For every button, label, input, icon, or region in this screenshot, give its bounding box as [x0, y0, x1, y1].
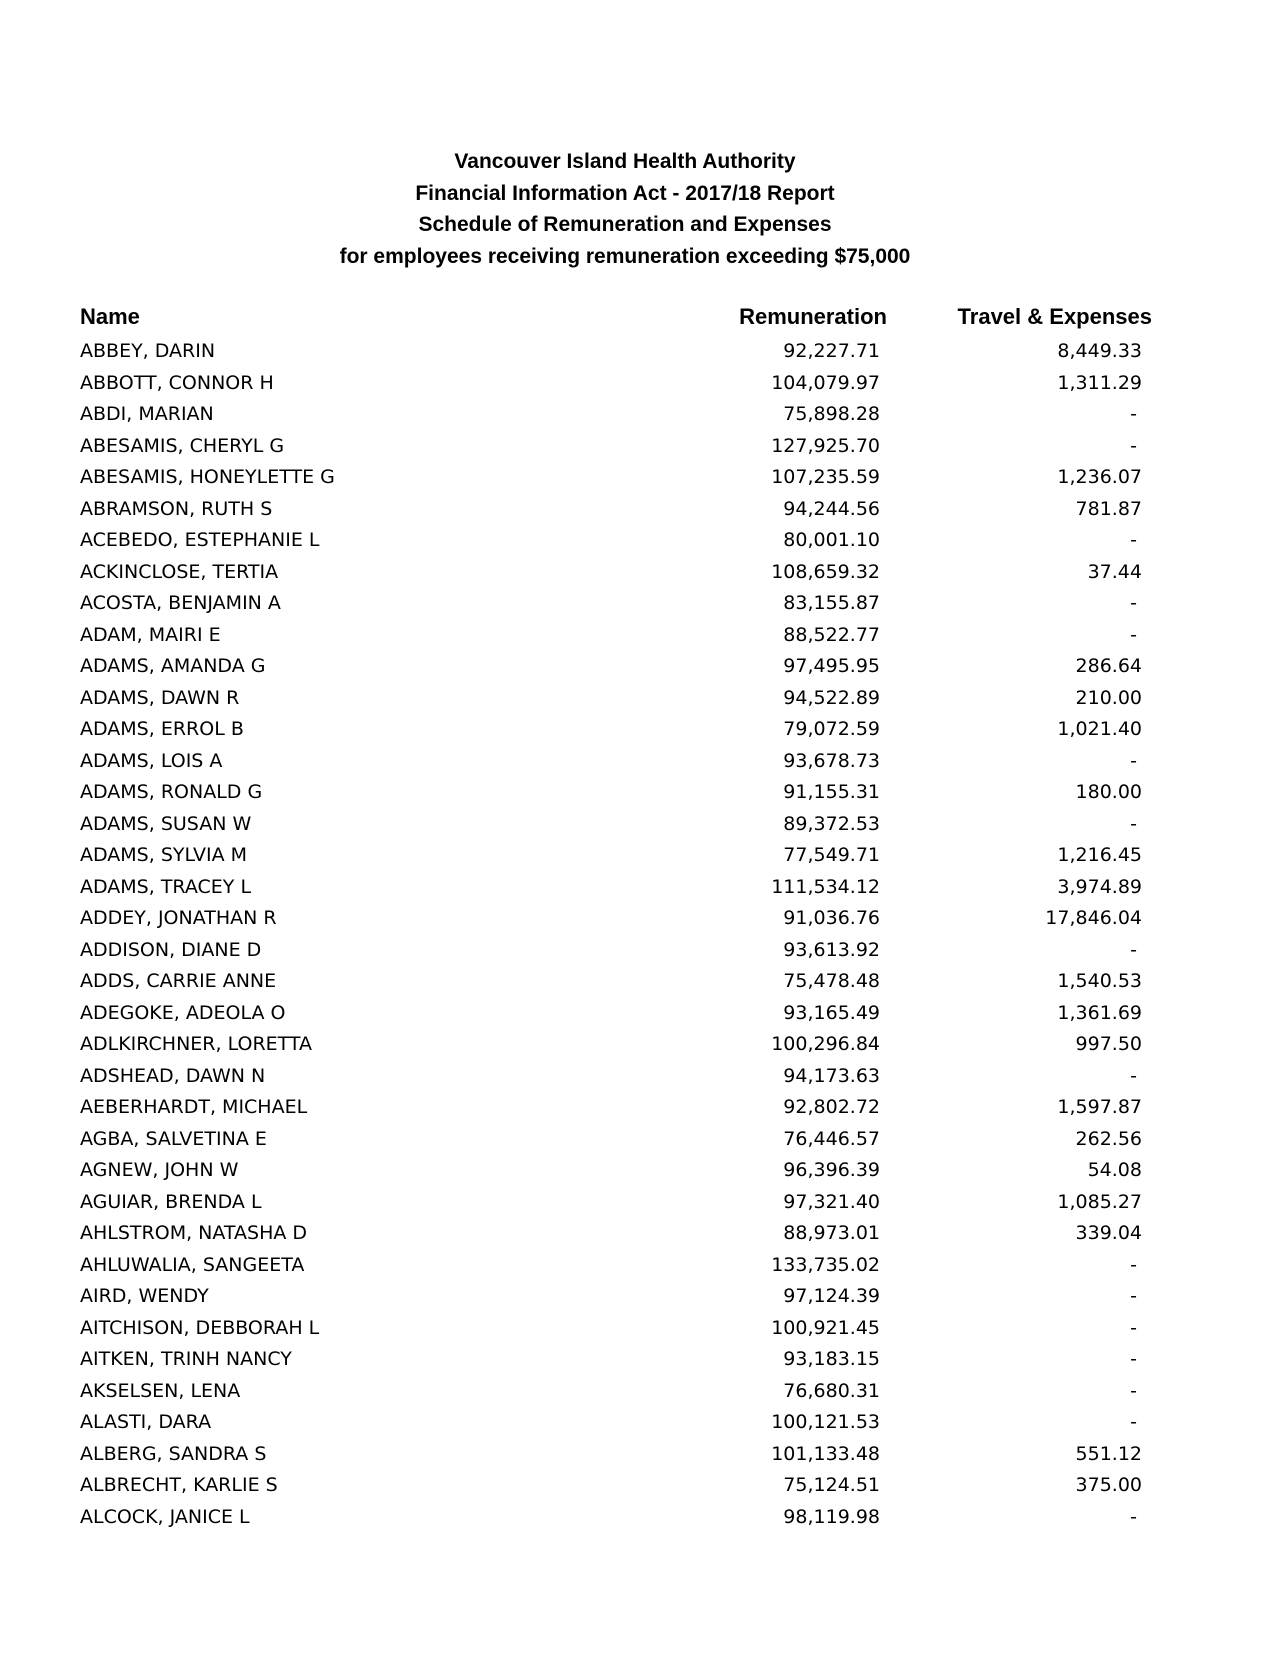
table-row: [0, 1029, 1280, 1061]
employee-name: ALBRECHT, KARLIE S: [80, 1474, 278, 1496]
report-act-title: Financial Information Act - 2017/18 Report: [415, 181, 835, 205]
table-row: [0, 588, 1280, 620]
report-criteria-subtitle: for employees receiving remuneration exceeding $75,000: [339, 244, 911, 268]
employee-name: ADLKIRCHNER, LORETTA: [80, 1033, 313, 1055]
travel-expenses-value: -: [1130, 623, 1137, 646]
travel-expenses-value: 1,216.45: [1057, 844, 1142, 866]
travel-expenses-value: 551.12: [1075, 1442, 1142, 1465]
remuneration-value: 96,396.39: [783, 1159, 880, 1181]
employee-name: ABRAMSON, RUTH S: [80, 497, 273, 520]
table-row: [0, 1407, 1280, 1439]
travel-expenses-value: 1,311.29: [1057, 371, 1142, 394]
employee-name: ADAMS, AMANDA G: [80, 655, 266, 677]
employee-name: ACOSTA, BENJAMIN A: [80, 592, 281, 614]
remuneration-value: 92,802.72: [783, 1096, 880, 1118]
employee-name: ADEGOKE, ADEOLA O: [80, 1001, 286, 1024]
employee-name: AITKEN, TRINH NANCY: [80, 1348, 292, 1370]
employee-table-body: [0, 336, 1280, 1533]
table-row: [0, 336, 1280, 368]
employee-name: ADAMS, TRACEY L: [80, 875, 252, 898]
table-row: [0, 1187, 1280, 1219]
table-row: [0, 494, 1280, 526]
travel-expenses-value: -: [1130, 1505, 1137, 1528]
remuneration-value: 127,925.70: [771, 434, 880, 457]
travel-expenses-value: -: [1130, 1379, 1137, 1402]
table-row: [0, 966, 1280, 998]
table-row: [0, 1470, 1280, 1502]
travel-expenses-value: 1,021.40: [1057, 718, 1142, 740]
remuneration-value: 75,478.48: [783, 970, 880, 992]
remuneration-value: 107,235.59: [771, 466, 880, 488]
travel-expenses-value: 17,846.04: [1045, 907, 1142, 929]
table-row: [0, 903, 1280, 935]
remuneration-value: 98,119.98: [783, 1505, 880, 1528]
travel-expenses-value: -: [1130, 403, 1137, 425]
employee-name: ABDI, MARIAN: [80, 403, 214, 425]
table-row: [0, 1502, 1280, 1534]
travel-expenses-value: 1,236.07: [1057, 466, 1142, 488]
remuneration-value: 97,495.95: [783, 655, 880, 677]
travel-expenses-value: -: [1130, 1253, 1137, 1276]
employee-name: AKSELSEN, LENA: [80, 1379, 241, 1402]
travel-expenses-value: -: [1130, 1064, 1137, 1087]
remuneration-value: 101,133.48: [771, 1442, 880, 1465]
travel-expenses-value: 286.64: [1075, 655, 1142, 677]
remuneration-value: 88,973.01: [783, 1222, 880, 1244]
travel-expenses-value: -: [1130, 1316, 1137, 1339]
travel-expenses-value: -: [1130, 529, 1137, 551]
travel-expenses-value: -: [1130, 749, 1137, 772]
table-row: [0, 525, 1280, 557]
table-row: [0, 1313, 1280, 1345]
remuneration-value: 100,121.53: [771, 1411, 880, 1433]
remuneration-value: 76,680.31: [783, 1379, 880, 1402]
employee-name: ABESAMIS, CHERYL G: [80, 434, 285, 457]
remuneration-value: 100,921.45: [771, 1316, 880, 1339]
remuneration-value: 75,124.51: [783, 1474, 880, 1496]
column-header-remuneration: Remuneration: [739, 304, 887, 329]
travel-expenses-value: -: [1130, 592, 1137, 614]
table-row: [0, 809, 1280, 841]
table-row: [0, 1061, 1280, 1093]
employee-name: ADAMS, ERROL B: [80, 718, 244, 740]
travel-expenses-value: 8,449.33: [1057, 340, 1142, 362]
table-row: [0, 998, 1280, 1030]
column-header-name: Name: [80, 304, 140, 329]
column-header-travel-expenses: Travel & Expenses: [957, 304, 1152, 329]
employee-name: ADAMS, DAWN R: [80, 686, 240, 709]
travel-expenses-value: -: [1130, 812, 1137, 835]
travel-expenses-value: 1,597.87: [1057, 1096, 1142, 1118]
remuneration-value: 80,001.10: [783, 529, 880, 551]
remuneration-value: 92,227.71: [783, 340, 880, 362]
table-row: [0, 1439, 1280, 1471]
table-row: [0, 1218, 1280, 1250]
table-row: [0, 1155, 1280, 1187]
remuneration-value: 104,079.97: [771, 371, 880, 394]
employee-name: AEBERHARDT, MICHAEL: [80, 1096, 308, 1118]
report-org-title: Vancouver Island Health Authority: [454, 150, 796, 173]
employee-name: AHLSTROM, NATASHA D: [80, 1222, 308, 1244]
remuneration-value: 108,659.32: [771, 560, 880, 583]
employee-name: ACEBEDO, ESTEPHANIE L: [80, 529, 320, 551]
employee-name: ACKINCLOSE, TERTIA: [80, 560, 279, 583]
remuneration-value: 97,321.40: [783, 1190, 880, 1213]
table-row: [0, 777, 1280, 809]
table-row: [0, 620, 1280, 652]
employee-name: ADDS, CARRIE ANNE: [80, 970, 277, 992]
remuneration-value: 133,735.02: [771, 1253, 880, 1276]
employee-name: ADSHEAD, DAWN N: [80, 1064, 266, 1087]
travel-expenses-value: 180.00: [1075, 781, 1142, 803]
remuneration-value: 79,072.59: [783, 718, 880, 740]
travel-expenses-value: -: [1130, 1285, 1137, 1307]
employee-name: AHLUWALIA, SANGEETA: [80, 1253, 305, 1276]
travel-expenses-value: -: [1130, 938, 1137, 961]
employee-name: ABESAMIS, HONEYLETTE G: [80, 466, 335, 488]
employee-name: ADDISON, DIANE D: [80, 938, 262, 961]
travel-expenses-value: 262.56: [1075, 1127, 1142, 1150]
table-row: [0, 431, 1280, 463]
travel-expenses-value: 37.44: [1087, 560, 1142, 583]
employee-name: ALASTI, DARA: [80, 1411, 212, 1433]
employee-name: ABBEY, DARIN: [80, 340, 216, 362]
table-row: [0, 1344, 1280, 1376]
employee-name: AITCHISON, DEBBORAH L: [80, 1316, 320, 1339]
travel-expenses-value: -: [1130, 1348, 1137, 1370]
remuneration-value: 111,534.12: [771, 875, 880, 898]
table-row: [0, 1092, 1280, 1124]
table-row: [0, 462, 1280, 494]
remuneration-value: 93,678.73: [783, 749, 880, 772]
travel-expenses-value: -: [1130, 434, 1137, 457]
travel-expenses-value: 781.87: [1075, 497, 1142, 520]
table-row: [0, 746, 1280, 778]
table-row: [0, 714, 1280, 746]
travel-expenses-value: 3,974.89: [1057, 875, 1142, 898]
table-row: [0, 368, 1280, 400]
report-header: [0, 146, 1250, 272]
table-row: [0, 1124, 1280, 1156]
table-row: [0, 1376, 1280, 1408]
table-row: [0, 872, 1280, 904]
travel-expenses-value: -: [1130, 1411, 1137, 1433]
remuneration-value: 100,296.84: [771, 1033, 880, 1055]
employee-name: AIRD, WENDY: [80, 1285, 209, 1307]
employee-name: AGUIAR, BRENDA L: [80, 1190, 262, 1213]
table-row: [0, 840, 1280, 872]
travel-expenses-value: 1,085.27: [1057, 1190, 1142, 1213]
table-row: [0, 935, 1280, 967]
employee-name: ADAMS, LOIS A: [80, 749, 223, 772]
remuneration-value: 93,183.15: [783, 1348, 880, 1370]
employee-name: ADDEY, JONATHAN R: [80, 907, 277, 929]
remuneration-value: 94,244.56: [783, 497, 880, 520]
table-row: [0, 557, 1280, 589]
remuneration-value: 97,124.39: [783, 1285, 880, 1307]
employee-name: AGBA, SALVETINA E: [80, 1127, 267, 1150]
table-row: [0, 1250, 1280, 1282]
remuneration-value: 91,036.76: [783, 907, 880, 929]
table-row: [0, 399, 1280, 431]
employee-name: ALBERG, SANDRA S: [80, 1442, 267, 1465]
travel-expenses-value: 997.50: [1075, 1033, 1142, 1055]
remuneration-value: 94,522.89: [783, 686, 880, 709]
remuneration-value: 76,446.57: [783, 1127, 880, 1150]
travel-expenses-value: 210.00: [1075, 686, 1142, 709]
remuneration-value: 83,155.87: [783, 592, 880, 614]
remuneration-value: 93,165.49: [783, 1001, 880, 1024]
employee-name: ABBOTT, CONNOR H: [80, 371, 274, 394]
remuneration-value: 88,522.77: [783, 623, 880, 646]
employee-name: ADAMS, SUSAN W: [80, 812, 252, 835]
table-row: [0, 1281, 1280, 1313]
employee-name: ADAMS, RONALD G: [80, 781, 263, 803]
remuneration-value: 94,173.63: [783, 1064, 880, 1087]
table-row: [0, 683, 1280, 715]
employee-name: ADAMS, SYLVIA M: [80, 844, 248, 866]
report-schedule-title: Schedule of Remuneration and Expenses: [418, 213, 832, 236]
remuneration-value: 93,613.92: [783, 938, 880, 961]
remuneration-value: 91,155.31: [783, 781, 880, 803]
travel-expenses-value: 375.00: [1075, 1474, 1142, 1496]
employee-name: AGNEW, JOHN W: [80, 1159, 239, 1181]
remuneration-value: 89,372.53: [783, 812, 880, 835]
remuneration-value: 77,549.71: [783, 844, 880, 866]
travel-expenses-value: 1,361.69: [1057, 1001, 1142, 1024]
employee-name: ALCOCK, JANICE L: [80, 1505, 250, 1528]
remuneration-value: 75,898.28: [783, 403, 880, 425]
travel-expenses-value: 1,540.53: [1057, 970, 1142, 992]
table-row: [0, 651, 1280, 683]
travel-expenses-value: 54.08: [1087, 1159, 1142, 1181]
employee-name: ADAM, MAIRI E: [80, 623, 221, 646]
travel-expenses-value: 339.04: [1075, 1222, 1142, 1244]
